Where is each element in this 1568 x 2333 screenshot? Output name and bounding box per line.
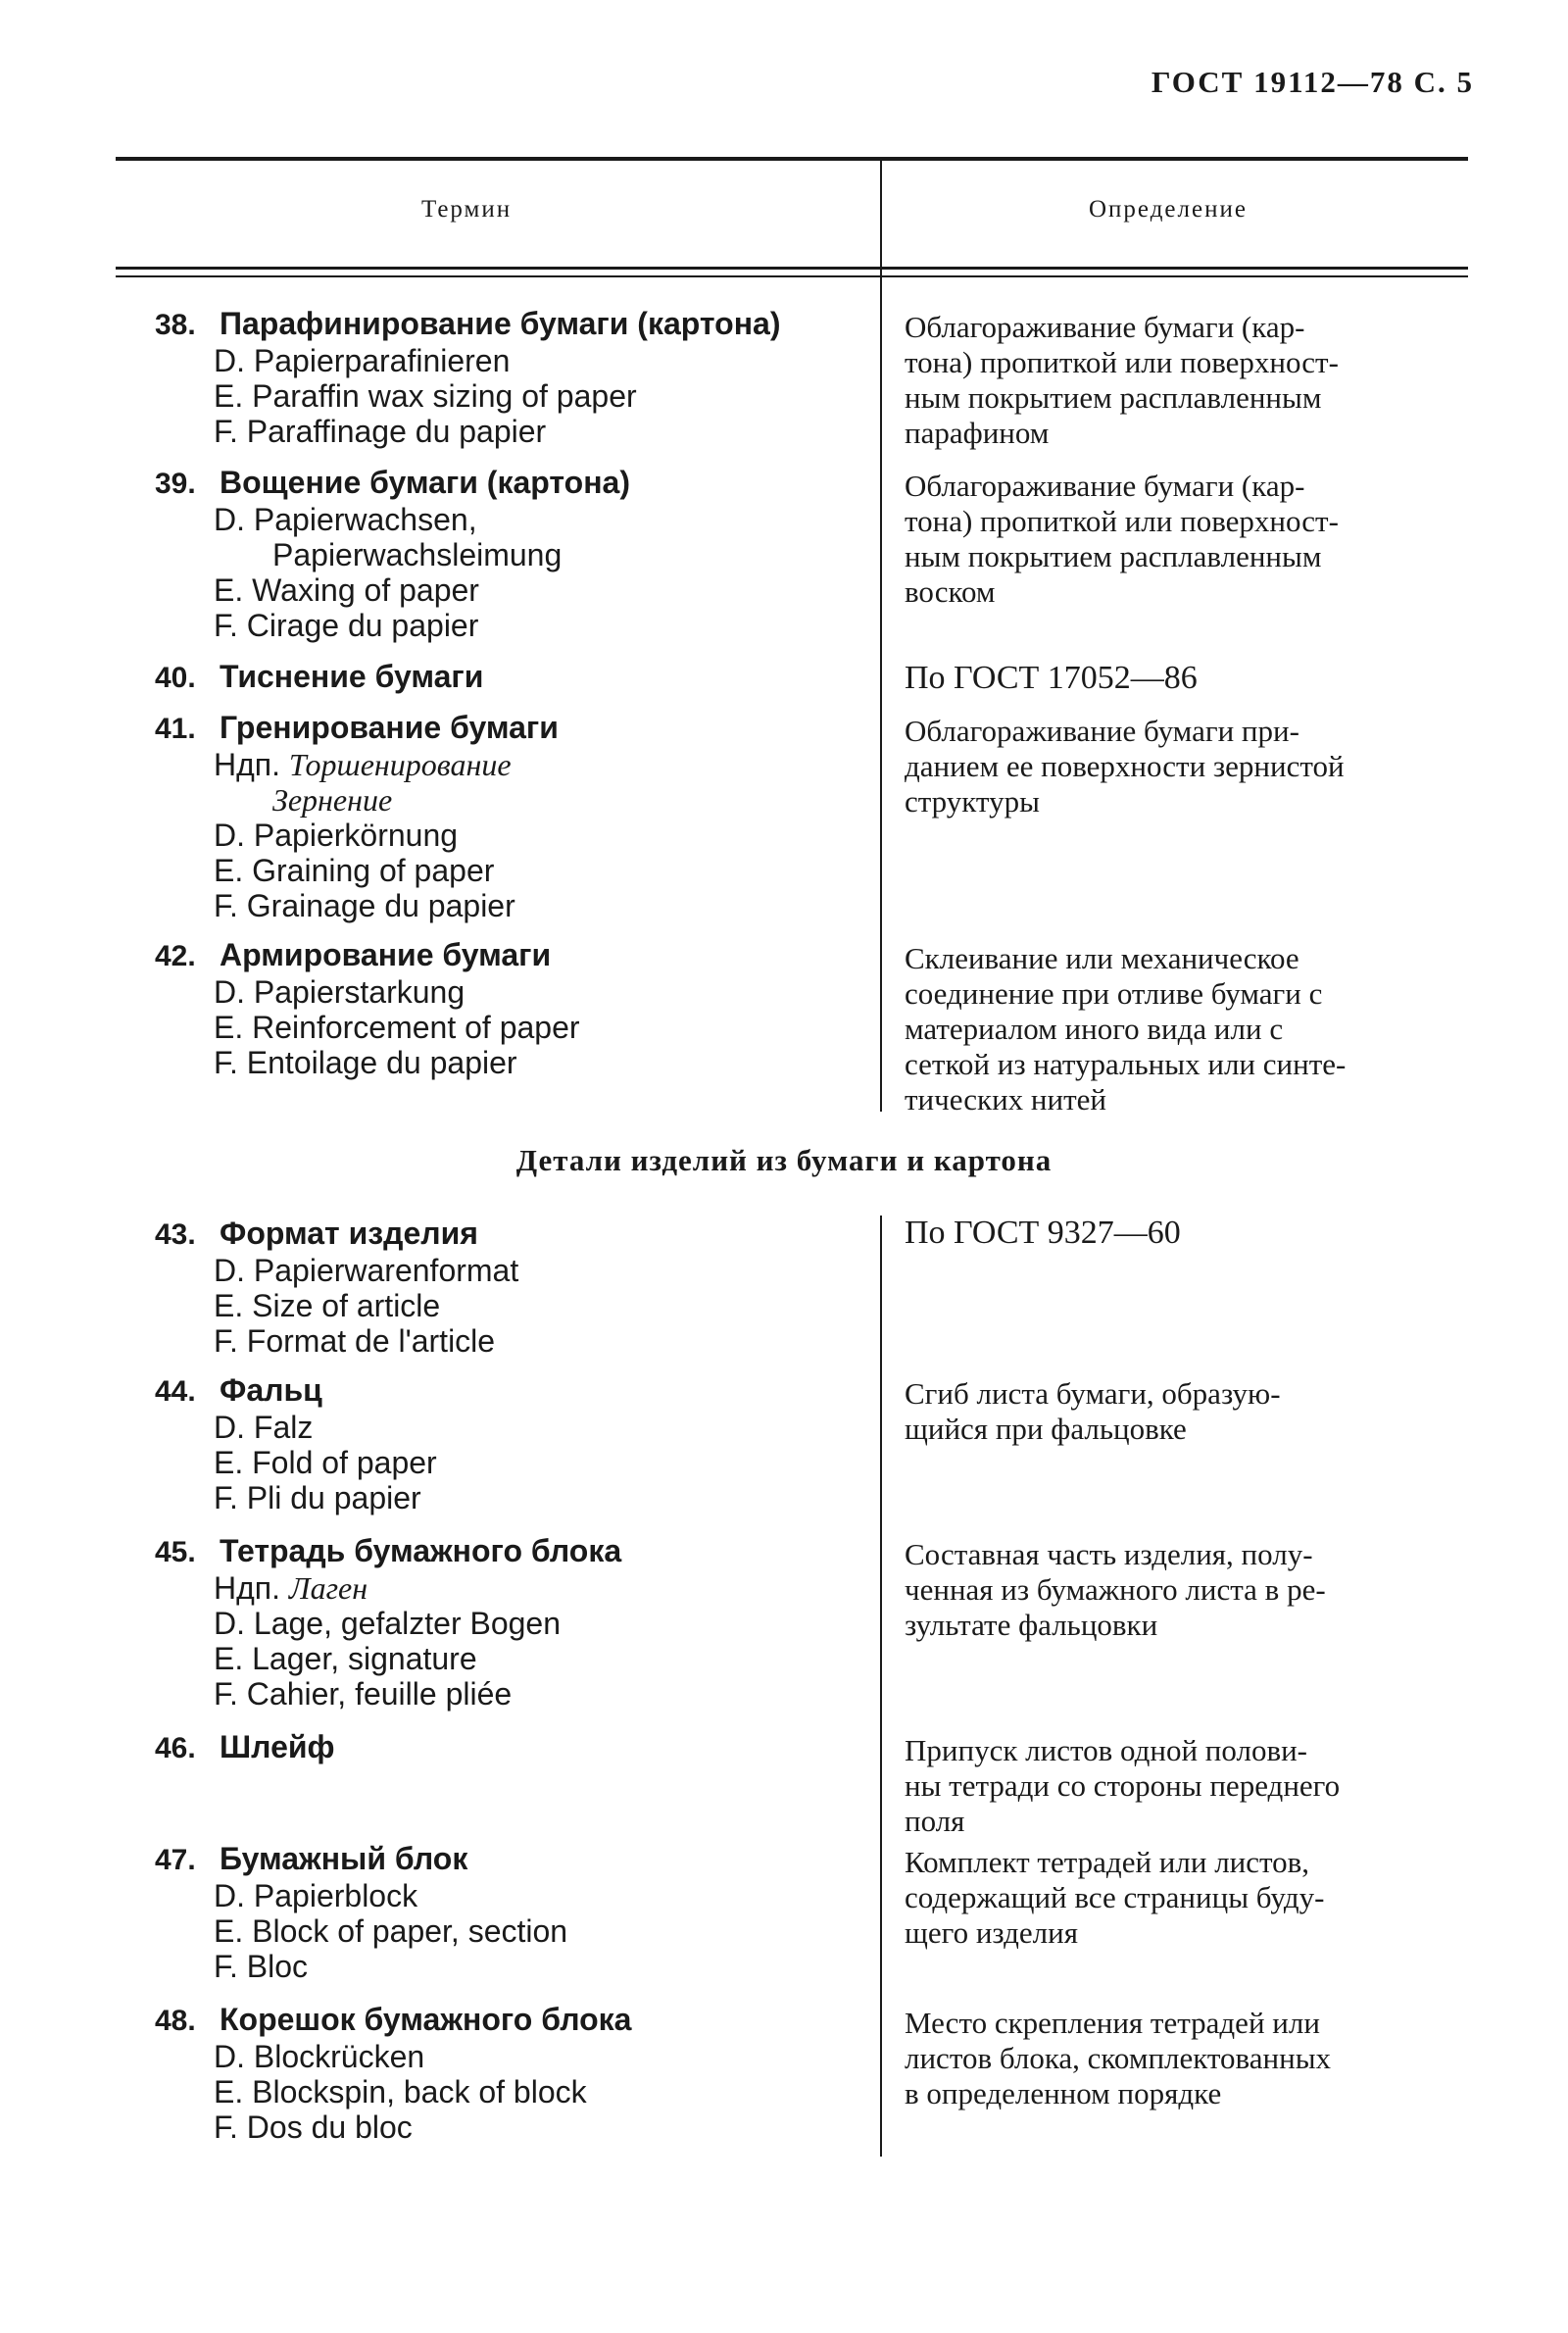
term-number: 46. [155, 1732, 196, 1764]
term-french: F. Pli du papier [214, 1480, 421, 1515]
term-definition: По ГОСТ 9327—60 [905, 1215, 1181, 1251]
term-number: 44. [155, 1375, 196, 1408]
term-german: D. Lage, gefalzter Bogen [214, 1606, 562, 1641]
term-number: 47. [155, 1844, 196, 1876]
term-title: Бумажный блок [220, 1841, 468, 1876]
term-german: D. Papierwarenformat [214, 1253, 519, 1288]
term-definition: Припуск листов одной полови- ны тетради со стороны переднего поля [905, 1733, 1341, 1838]
header-rule-double [116, 275, 1468, 277]
term-english: E. Blockspin, back of block [214, 2074, 587, 2110]
term-english: E. Paraffin wax sizing of paper [214, 378, 637, 414]
term-german: D. Falz [214, 1410, 314, 1445]
term-german: D. Blockrücken [214, 2039, 425, 2074]
term-title: Шлейф [220, 1729, 335, 1764]
deprecated-term: Лаген [288, 1570, 368, 1606]
term-title: Тиснение бумаги [220, 659, 484, 694]
term-number: 39. [155, 468, 196, 500]
term-german: D. Papierwachsen, [214, 502, 477, 537]
column-header-definition: Определение [1089, 196, 1248, 223]
term-french: F. Dos du bloc [214, 2110, 413, 2145]
term-definition: Составная часть изделия, полу- ченная из бумажного листа в ре- зультате фальцовки [905, 1537, 1326, 1642]
deprecated-term: Зернение [272, 782, 393, 818]
term-number: 43. [155, 1218, 196, 1251]
term-title: Тетрадь бумажного блока [220, 1533, 622, 1568]
term-definition: Комплект тетрадей или листов, содержащий все страницы буду- щего изделия [905, 1845, 1325, 1950]
column-headers [116, 196, 1468, 245]
term-title: Парафинирование бумаги (картона) [220, 306, 781, 341]
term-title: Формат изделия [220, 1216, 478, 1251]
term-french: F. Format de l'article [214, 1323, 496, 1359]
term-number: 38. [155, 309, 196, 341]
term-number: 48. [155, 2005, 196, 2037]
term-english: E. Waxing of paper [214, 572, 479, 608]
term-title: Фальц [220, 1372, 322, 1408]
term-definition: Склеивание или механическое соединение при отливе бумаги с материалом иного вида или с сеткой из натуральных или синте- тических нитей [905, 941, 1347, 1117]
table-top-rule [116, 157, 1468, 161]
term-definition: Облагораживание бумаги при- данием ее поверхности зернистой структуры [905, 714, 1345, 819]
column-divider [880, 278, 882, 1112]
deprecated-label: Ндп. [214, 747, 280, 782]
header-rule [116, 267, 1468, 270]
term-english: E. Lager, signature [214, 1641, 477, 1676]
term-english: E. Fold of paper [214, 1445, 437, 1480]
term-title: Гренирование бумаги [220, 710, 559, 745]
term-definition: Облагораживание бумаги (кар- тона) пропиткой или поверхност- ным покрытием расплавленным воском [905, 469, 1339, 609]
term-definition: Облагораживание бумаги (кар- тона) пропиткой или поверхност- ным покрытием расплавленным парафином [905, 310, 1339, 450]
term-number: 40. [155, 662, 196, 694]
term-number: 41. [155, 713, 196, 745]
term-definition: По ГОСТ 17052—86 [905, 660, 1198, 696]
term-english: E. Graining of paper [214, 853, 495, 888]
term-german: D. Papierstarkung [214, 974, 466, 1010]
deprecated-label: Ндп. [214, 1570, 280, 1606]
term-english: E. Size of article [214, 1288, 441, 1323]
term-french: F. Bloc [214, 1949, 309, 1984]
term-french: F. Entoilage du papier [214, 1045, 517, 1080]
term-french: F. Paraffinage du papier [214, 414, 547, 449]
term-english: E. Reinforcement of paper [214, 1010, 580, 1045]
term-title: Корешок бумажного блока [220, 2002, 632, 2037]
term-number: 45. [155, 1536, 196, 1568]
term-number: 42. [155, 940, 196, 972]
column-header-term: Термин [421, 196, 513, 223]
column-divider [880, 1216, 882, 2157]
term-german-alt: Papierwachsleimung [272, 537, 563, 572]
term-french: F. Cirage du papier [214, 608, 479, 643]
term-french: F. Grainage du papier [214, 888, 515, 923]
column-divider [880, 161, 882, 278]
term-german: D. Papierparafinieren [214, 343, 511, 378]
term-english: E. Block of paper, section [214, 1913, 568, 1949]
section-heading: Детали изделий из бумаги и картона [515, 1143, 1053, 1177]
term-title: Вощение бумаги (картона) [220, 465, 630, 500]
term-title: Армирование бумаги [220, 937, 552, 972]
term-definition: Сгиб листа бумаги, образую- щийся при фальцовке [905, 1376, 1281, 1446]
term-german: D. Papierkörnung [214, 818, 459, 853]
page-header: ГОСТ 19112—78 С. 5 [1151, 65, 1474, 99]
term-german: D. Papierblock [214, 1878, 418, 1913]
term-definition: Место скрепления тетрадей или листов блока, скомплектованных в определенном порядке [905, 2006, 1332, 2110]
deprecated-term: Торшенирование [288, 747, 512, 782]
term-french: F. Cahier, feuille pliée [214, 1676, 513, 1712]
